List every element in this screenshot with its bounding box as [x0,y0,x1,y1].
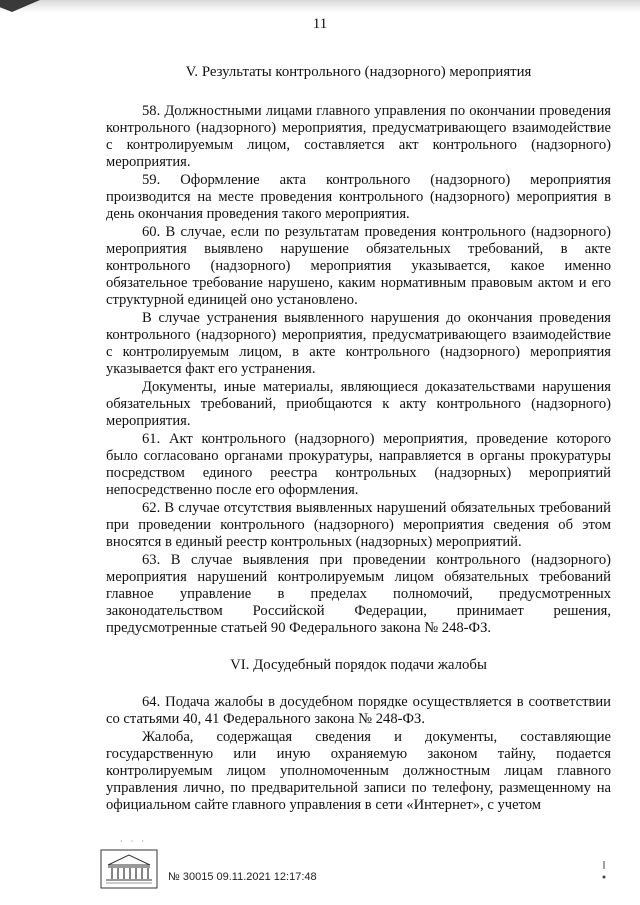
paragraph-64: 64. Подача жалобы в досудебном порядке осуществляется в соответствии со статьями 40, 41 Федерального закона № 248-ФЗ. [106,694,611,727]
page-footer [0,835,640,905]
scan-dots: · · · [120,837,147,846]
section-6-heading: VI. Досудебный порядок подачи жалобы [230,657,487,673]
scan-mark-icon [598,857,610,887]
paragraph-60: 60. В случае, если по результатам проведения контрольного (надзорного) мероприятия выявлено нарушение обязательных требований, в акте контрольного (надзорного) мероприятия указывается, какое именно обязательное требование нарушено, каким нормативным правовым актом и его структурной единицей оно установлено. [106,224,611,308]
paragraph-60-evidence: Документы, иные материалы, являющиеся доказательствами нарушения обязательных требований, приобщаются к акту контрольного (надзорного) мероприятия. [106,379,611,429]
scan-top-edge [0,0,640,12]
building-logo-icon [100,849,158,889]
paragraph-61: 61. Акт контрольного (надзорного) мероприятия, проведение которого было согласовано органами прокуратуры, направляется в органы прокуратуры посредством единого реестра контрольных (надзорных) мероприятий непосредственно после его оформления. [106,431,611,498]
registration-stamp: № 30015 09.11.2021 12:17:48 [168,871,317,883]
page-number: 11 [312,16,328,32]
document-body [106,60,611,815]
paragraph-62: 62. В случае отсутствия выявленных нарушений обязательных требований при проведении контрольного (надзорного) мероприятия сведения об этом вносятся в единый реестр контрольных (надзорных) мероприятий. [106,500,611,550]
section-5-heading: V. Результаты контрольного (надзорного) мероприятия [185,64,532,80]
paragraph-58: 58. Должностными лицами главного управления по окончании проведения контрольного (надзорного) мероприятия, предусматривающего взаимодействие с контролируемым лицом, составляется акт контрольного (надзорного) мероприятия. [106,103,611,170]
paragraph-63: 63. В случае выявления при проведении контрольного (надзорного) мероприятия нарушений контролируемым лицом обязательных требований главное управление в пределах полномочий, предусмотренных законодательством Российской Федерации, принимает решения, предусмотренные статьей 90 Федерального закона № 248-ФЗ. [106,552,611,636]
paragraph-64-complaint: Жалоба, содержащая сведения и документы, составляющие государственную или иную охраняемую законом тайну, подается контролируемым лицом уполномоченным должностным лицам главного управления лично, по предварительной записи по телефону, размещенному на официальном сайте главного управления в сети «Интернет», с учетом [106,729,611,813]
paragraph-60-violation-fixed: В случае устранения выявленного нарушения до окончания проведения контрольного (надзорного) мероприятия, предусматривающего взаимодействие с контролируемым лицом, в акте контрольного (надзорного) мероприятия указывается факт его устранения. [106,310,611,377]
paragraph-59: 59. Оформление акта контрольного (надзорного) мероприятия производится на месте проведения контрольного (надзорного) мероприятия в день окончания проведения такого мероприятия. [106,172,611,222]
